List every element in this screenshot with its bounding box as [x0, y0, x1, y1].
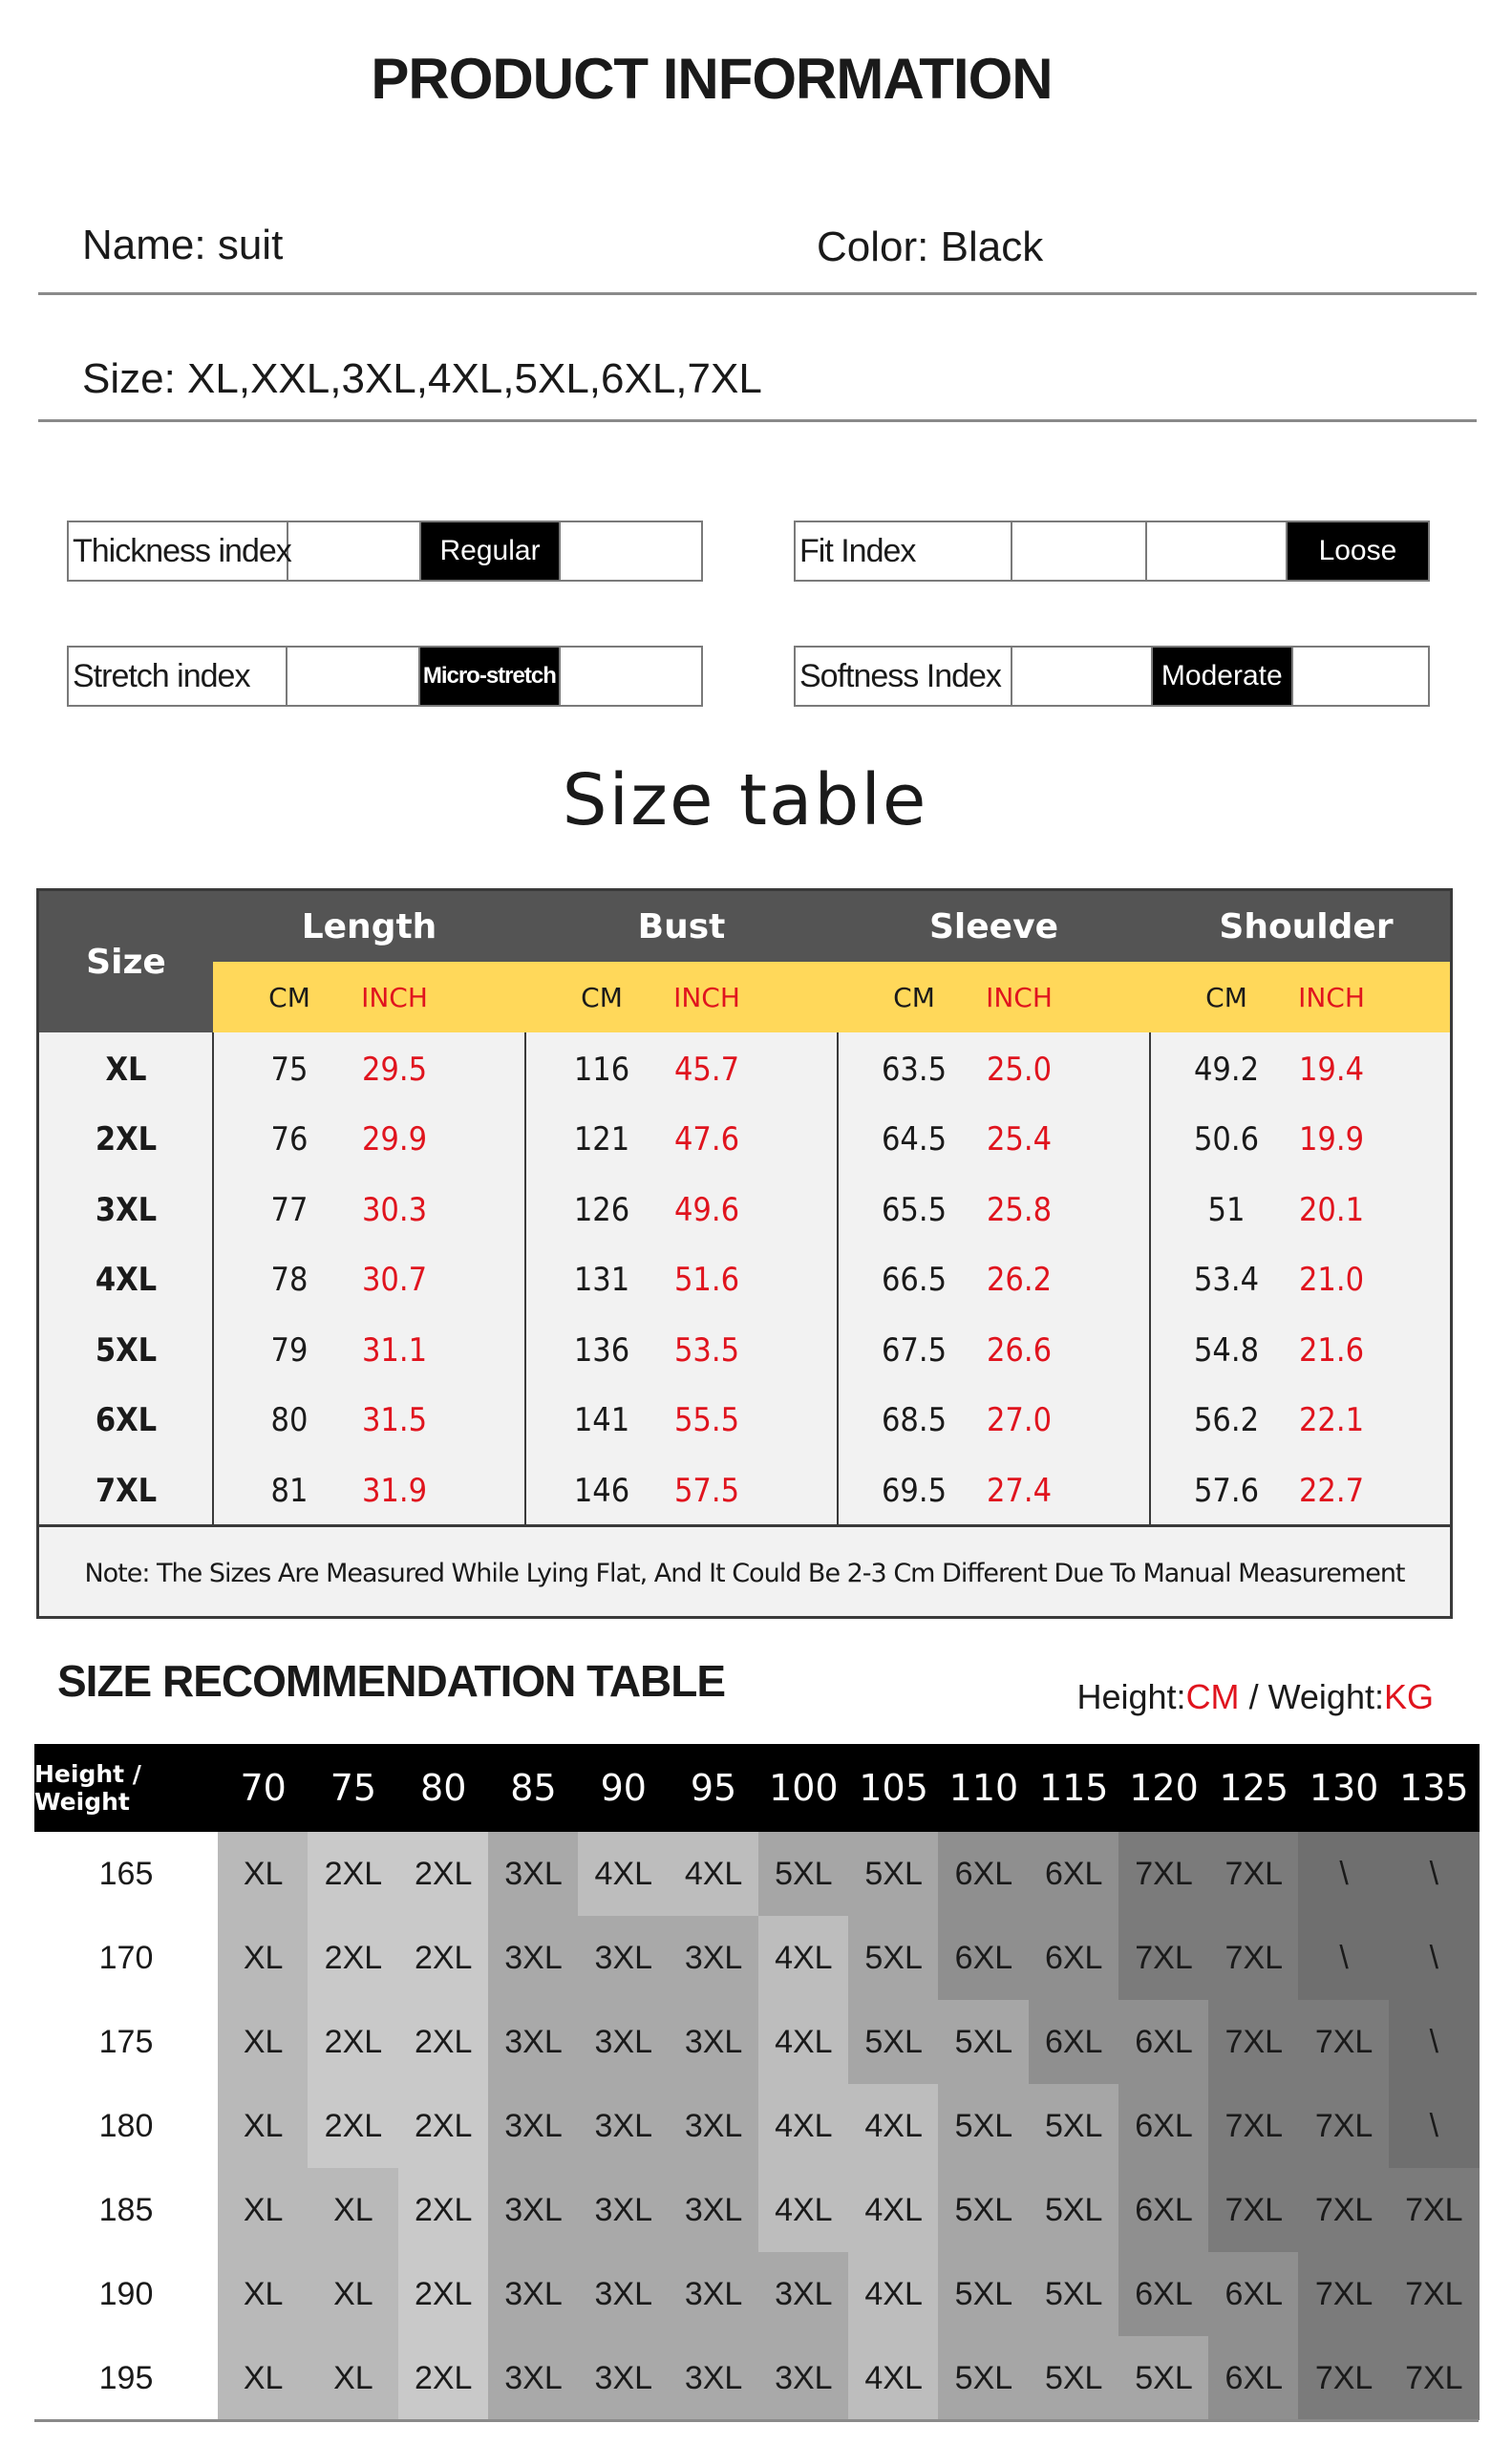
- size-recommendation-cell: 5XL: [848, 1832, 939, 1916]
- size-cell: 4XL: [95, 1261, 158, 1299]
- index-selected-value: Regular: [421, 522, 562, 580]
- size-recommendation-cell: 7XL: [1208, 2168, 1299, 2252]
- size-recommendation-cell: XL: [218, 2084, 309, 2168]
- size-recommendation-cell: 2XL: [398, 1832, 489, 1916]
- size-recommendation-cell: XL: [218, 2168, 309, 2252]
- height-unit: CM: [1185, 1677, 1240, 1716]
- size-recommendation-cell: 5XL: [758, 1832, 849, 1916]
- value-inch: 30.3: [361, 1190, 428, 1229]
- value-inch: 21.6: [1298, 1330, 1365, 1370]
- size-recommendation-cell: 5XL: [938, 2336, 1029, 2420]
- value-cm: 65.5: [881, 1190, 948, 1229]
- page-title: PRODUCT INFORMATION: [371, 47, 1053, 111]
- weight-header: 105: [848, 1744, 939, 1832]
- size-recommendation-cell: 3XL: [578, 2252, 669, 2336]
- size-table-title: Size table: [562, 759, 928, 841]
- size-recommendation-cell: 4XL: [848, 2084, 939, 2168]
- size-recommendation-cell: XL: [218, 1916, 309, 2000]
- units-legend: [1076, 1677, 1434, 1717]
- size-recommendation-cell: 5XL: [1029, 2168, 1119, 2252]
- measure-header-shoulder: Shoulder: [1219, 906, 1394, 946]
- size-recommendation-cell: 2XL: [398, 2000, 489, 2084]
- height-label: 180: [34, 2084, 218, 2168]
- size-recommendation-cell: 3XL: [488, 1916, 579, 2000]
- size-recommendation-cell: 5XL: [1029, 2084, 1119, 2168]
- value-cm: 66.5: [881, 1261, 948, 1299]
- size-recommendation-cell: 2XL: [398, 2252, 489, 2336]
- size-recommendation-cell: 7XL: [1118, 1916, 1209, 2000]
- size-recommendation-cell: \: [1389, 2084, 1480, 2168]
- unit-inch: INCH: [1298, 981, 1365, 1013]
- size-recommendation-cell: 7XL: [1118, 1832, 1209, 1916]
- value-inch: 25.8: [986, 1190, 1053, 1229]
- size-recommendation-cell: \: [1389, 2000, 1480, 2084]
- value-inch: 19.4: [1298, 1050, 1365, 1089]
- size-recommendation-cell: 3XL: [578, 1916, 669, 2000]
- size-recommendation-cell: 2XL: [398, 1916, 489, 2000]
- value-cm: 53.4: [1193, 1261, 1260, 1299]
- size-recommendation-cell: 7XL: [1208, 2000, 1299, 2084]
- size-recommendation-cell: 3XL: [668, 2168, 758, 2252]
- size-recommendation-cell: 4XL: [848, 2168, 939, 2252]
- height-label: Height:: [1076, 1677, 1186, 1716]
- size-recommendation-cell: 2XL: [308, 1832, 398, 1916]
- value-cm: 136: [573, 1330, 630, 1370]
- value-cm: 126: [573, 1190, 630, 1229]
- size-recommendation-cell: 2XL: [398, 2336, 489, 2420]
- size-recommendation-cell: 6XL: [1208, 2252, 1299, 2336]
- size-recommendation-cell: 2XL: [308, 2000, 398, 2084]
- value-cm: 131: [573, 1261, 630, 1299]
- size-recommendation-cell: 3XL: [578, 2168, 669, 2252]
- index-selected-value: Loose: [1288, 522, 1428, 580]
- size-recommendation-cell: 2XL: [398, 2168, 489, 2252]
- value-cm: 57.6: [1193, 1471, 1260, 1510]
- weight-header: 80: [398, 1744, 489, 1832]
- size-recommendation-cell: 3XL: [488, 2000, 579, 2084]
- value-cm: 81: [270, 1471, 309, 1510]
- size-recommendation-cell: 7XL: [1298, 2084, 1389, 2168]
- size-recommendation-cell: 7XL: [1208, 1832, 1299, 1916]
- value-cm: 68.5: [881, 1401, 948, 1439]
- size-recommendation-cell: 4XL: [848, 2336, 939, 2420]
- size-recommendation-cell: 3XL: [578, 2000, 669, 2084]
- size-recommendation-cell: 2XL: [398, 2084, 489, 2168]
- value-inch: 25.0: [986, 1050, 1053, 1089]
- fit-index: [794, 521, 1430, 582]
- weight-header: 70: [218, 1744, 309, 1832]
- weight-header: 130: [1298, 1744, 1389, 1832]
- size-recommendation-cell: 3XL: [488, 2252, 579, 2336]
- stretch-index: [67, 646, 703, 707]
- size-recommendation-cell: 4XL: [758, 1916, 849, 2000]
- index-label: Stretch index: [69, 648, 287, 705]
- size-recommendation-cell: 3XL: [488, 2168, 579, 2252]
- value-inch: 31.5: [361, 1401, 428, 1439]
- size-recommendation-cell: 6XL: [1118, 2084, 1209, 2168]
- size-recommendation-cell: \: [1389, 1916, 1480, 2000]
- size-recommendation-cell: 6XL: [1118, 2168, 1209, 2252]
- value-inch: 29.5: [361, 1050, 428, 1089]
- value-inch: 29.9: [361, 1120, 428, 1159]
- value-inch: 49.6: [673, 1190, 740, 1229]
- value-inch: 21.0: [1298, 1261, 1365, 1299]
- recommendation-title: SIZE RECOMMENDATION TABLE: [57, 1656, 726, 1706]
- value-cm: 77: [270, 1190, 309, 1229]
- height-label: 190: [34, 2252, 218, 2336]
- height-label: 165: [34, 1832, 218, 1916]
- corner-header: Height / Weight: [34, 1744, 218, 1832]
- size-recommendation-cell: 2XL: [308, 2084, 398, 2168]
- size-column-header: Size: [39, 891, 213, 1032]
- index-label: Softness Index: [796, 648, 1012, 705]
- size-recommendation-cell: 7XL: [1298, 2000, 1389, 2084]
- size-recommendation-cell: 7XL: [1298, 2168, 1389, 2252]
- size-recommendation-cell: 5XL: [938, 2084, 1029, 2168]
- height-label: 175: [34, 2000, 218, 2084]
- value-cm: 51: [1207, 1190, 1246, 1229]
- weight-header: 125: [1208, 1744, 1299, 1832]
- size-recommendation-cell: 5XL: [938, 2168, 1029, 2252]
- value-inch: 55.5: [673, 1401, 740, 1439]
- size-recommendation-cell: 7XL: [1208, 2084, 1299, 2168]
- size-recommendation-cell: 6XL: [1208, 2336, 1299, 2420]
- weight-header: 110: [938, 1744, 1029, 1832]
- measure-header-bust: Bust: [637, 906, 726, 946]
- measurement-note: Note: The Sizes Are Measured While Lying Flat, And It Could Be 2-3 Cm Different Due To Manual Measurement: [84, 1558, 1405, 1588]
- size-recommendation-cell: 7XL: [1389, 2168, 1480, 2252]
- unit-inch: INCH: [361, 981, 428, 1013]
- divider: [38, 419, 1477, 422]
- value-inch: 53.5: [673, 1330, 740, 1370]
- size-recommendation-cell: 5XL: [938, 2000, 1029, 2084]
- size-recommendation-cell: 3XL: [578, 2084, 669, 2168]
- height-label: 185: [34, 2168, 218, 2252]
- value-inch: 30.7: [361, 1261, 428, 1299]
- column-divider: [837, 1032, 839, 1524]
- value-inch: 26.2: [986, 1261, 1053, 1299]
- recommendation-table: [34, 1744, 1479, 2419]
- size-recommendation-cell: 4XL: [758, 2168, 849, 2252]
- size-recommendation-cell: 7XL: [1298, 2252, 1389, 2336]
- value-cm: 146: [573, 1471, 630, 1510]
- softness-index: [794, 646, 1430, 707]
- size-recommendation-cell: XL: [308, 2252, 398, 2336]
- size-recommendation-cell: 3XL: [758, 2336, 849, 2420]
- size-recommendation-cell: 7XL: [1208, 1916, 1299, 2000]
- value-inch: 31.1: [361, 1330, 428, 1370]
- size-recommendation-cell: 4XL: [758, 2084, 849, 2168]
- size-recommendation-cell: 5XL: [1029, 2336, 1119, 2420]
- size-recommendation-cell: 6XL: [1118, 2252, 1209, 2336]
- measure-header-sleeve: Sleeve: [929, 906, 1058, 946]
- index-label: Fit Index: [796, 522, 1012, 580]
- value-cm: 50.6: [1193, 1120, 1260, 1159]
- size-recommendation-cell: 7XL: [1389, 2336, 1480, 2420]
- size-table: [36, 888, 1453, 1619]
- size-recommendation-cell: XL: [218, 2000, 309, 2084]
- size-cell: XL: [105, 1050, 147, 1089]
- size-recommendation-cell: 5XL: [848, 2000, 939, 2084]
- value-cm: 64.5: [881, 1120, 948, 1159]
- value-cm: 121: [573, 1120, 630, 1159]
- value-inch: 51.6: [673, 1261, 740, 1299]
- weight-header: 100: [758, 1744, 849, 1832]
- size-recommendation-cell: 4XL: [578, 1832, 669, 1916]
- size-recommendation-cell: 3XL: [578, 2336, 669, 2420]
- height-label: 195: [34, 2336, 218, 2420]
- column-divider: [524, 1032, 526, 1524]
- value-inch: 27.0: [986, 1401, 1053, 1439]
- size-recommendation-cell: 3XL: [668, 1916, 758, 2000]
- size-cell: 7XL: [95, 1471, 158, 1510]
- value-inch: 57.5: [673, 1471, 740, 1510]
- size-recommendation-cell: 3XL: [668, 2000, 758, 2084]
- weight-header: 85: [488, 1744, 579, 1832]
- size-recommendation-cell: 6XL: [938, 1832, 1029, 1916]
- value-cm: 76: [270, 1120, 309, 1159]
- size-cell: 2XL: [95, 1120, 158, 1159]
- value-cm: 80: [270, 1401, 309, 1439]
- value-inch: 47.6: [673, 1120, 740, 1159]
- value-cm: 54.8: [1193, 1330, 1260, 1370]
- size-recommendation-cell: \: [1389, 1832, 1480, 1916]
- size-cell: 5XL: [95, 1330, 158, 1370]
- size-recommendation-cell: 4XL: [668, 1832, 758, 1916]
- weight-header: 90: [578, 1744, 669, 1832]
- weight-label: Weight:: [1267, 1677, 1384, 1716]
- value-cm: 116: [573, 1050, 630, 1089]
- value-inch: 25.4: [986, 1120, 1053, 1159]
- index-selected-value: Moderate: [1153, 648, 1293, 705]
- height-label: 170: [34, 1916, 218, 2000]
- size-recommendation-cell: XL: [308, 2336, 398, 2420]
- size-recommendation-cell: 5XL: [1118, 2336, 1209, 2420]
- weight-header: 75: [308, 1744, 398, 1832]
- unit-cm: CM: [268, 981, 310, 1013]
- value-inch: 27.4: [986, 1471, 1053, 1510]
- size-recommendation-cell: 2XL: [308, 1916, 398, 2000]
- value-cm: 49.2: [1193, 1050, 1260, 1089]
- units-separator: /: [1239, 1677, 1268, 1716]
- value-inch: 22.1: [1298, 1401, 1365, 1439]
- product-color: Color: Black: [817, 223, 1044, 270]
- size-recommendation-cell: XL: [308, 2168, 398, 2252]
- size-recommendation-cell: 3XL: [668, 2084, 758, 2168]
- size-recommendation-cell: 6XL: [1029, 1832, 1119, 1916]
- size-recommendation-cell: XL: [218, 2252, 309, 2336]
- size-recommendation-cell: 5XL: [848, 1916, 939, 2000]
- value-cm: 141: [573, 1401, 630, 1439]
- value-inch: 20.1: [1298, 1190, 1365, 1229]
- weight-header: 115: [1029, 1744, 1119, 1832]
- value-cm: 56.2: [1193, 1401, 1260, 1439]
- measure-header-length: Length: [301, 906, 437, 946]
- size-recommendation-cell: 4XL: [848, 2252, 939, 2336]
- weight-header: 120: [1118, 1744, 1209, 1832]
- unit-inch: INCH: [673, 981, 740, 1013]
- product-sizes: Size: XL,XXL,3XL,4XL,5XL,6XL,7XL: [82, 355, 762, 402]
- unit-cm: CM: [893, 981, 935, 1013]
- value-cm: 75: [270, 1050, 309, 1089]
- value-inch: 45.7: [673, 1050, 740, 1089]
- size-recommendation-cell: 6XL: [1118, 2000, 1209, 2084]
- thickness-index: [67, 521, 703, 582]
- product-name: Name: suit: [82, 222, 284, 268]
- size-recommendation-cell: 6XL: [938, 1916, 1029, 2000]
- divider: [38, 292, 1477, 295]
- weight-header: 135: [1389, 1744, 1480, 1832]
- value-inch: 26.6: [986, 1330, 1053, 1370]
- value-cm: 67.5: [881, 1330, 948, 1370]
- size-recommendation-cell: 3XL: [668, 2252, 758, 2336]
- size-recommendation-cell: 4XL: [758, 2000, 849, 2084]
- index-selected-value: Micro-stretch: [420, 648, 561, 705]
- size-recommendation-cell: 3XL: [758, 2252, 849, 2336]
- size-recommendation-cell: 7XL: [1298, 2336, 1389, 2420]
- size-recommendation-cell: 5XL: [938, 2252, 1029, 2336]
- size-recommendation-cell: 3XL: [488, 2336, 579, 2420]
- size-recommendation-cell: 6XL: [1029, 1916, 1119, 2000]
- value-inch: 19.9: [1298, 1120, 1365, 1159]
- value-inch: 22.7: [1298, 1471, 1365, 1510]
- size-cell: 6XL: [95, 1401, 158, 1439]
- value-inch: 31.9: [361, 1471, 428, 1510]
- column-divider: [1149, 1032, 1151, 1524]
- weight-header: 95: [668, 1744, 758, 1832]
- size-recommendation-cell: XL: [218, 1832, 309, 1916]
- size-recommendation-cell: XL: [218, 2336, 309, 2420]
- size-cell: 3XL: [95, 1190, 158, 1229]
- value-cm: 79: [270, 1330, 309, 1370]
- size-recommendation-cell: \: [1298, 1916, 1389, 2000]
- size-recommendation-cell: 3XL: [488, 2084, 579, 2168]
- index-label: Thickness index: [69, 522, 288, 580]
- size-recommendation-cell: 7XL: [1389, 2252, 1480, 2336]
- unit-inch: INCH: [986, 981, 1053, 1013]
- value-cm: 69.5: [881, 1471, 948, 1510]
- size-recommendation-cell: 6XL: [1029, 2000, 1119, 2084]
- value-cm: 63.5: [881, 1050, 948, 1089]
- size-recommendation-cell: \: [1298, 1832, 1389, 1916]
- divider: [34, 2419, 1479, 2422]
- unit-cm: CM: [1205, 981, 1247, 1013]
- value-cm: 78: [270, 1261, 309, 1299]
- size-recommendation-cell: 3XL: [488, 1832, 579, 1916]
- weight-unit: KG: [1383, 1677, 1434, 1716]
- unit-cm: CM: [581, 981, 623, 1013]
- size-recommendation-cell: 5XL: [1029, 2252, 1119, 2336]
- size-recommendation-cell: 3XL: [668, 2336, 758, 2420]
